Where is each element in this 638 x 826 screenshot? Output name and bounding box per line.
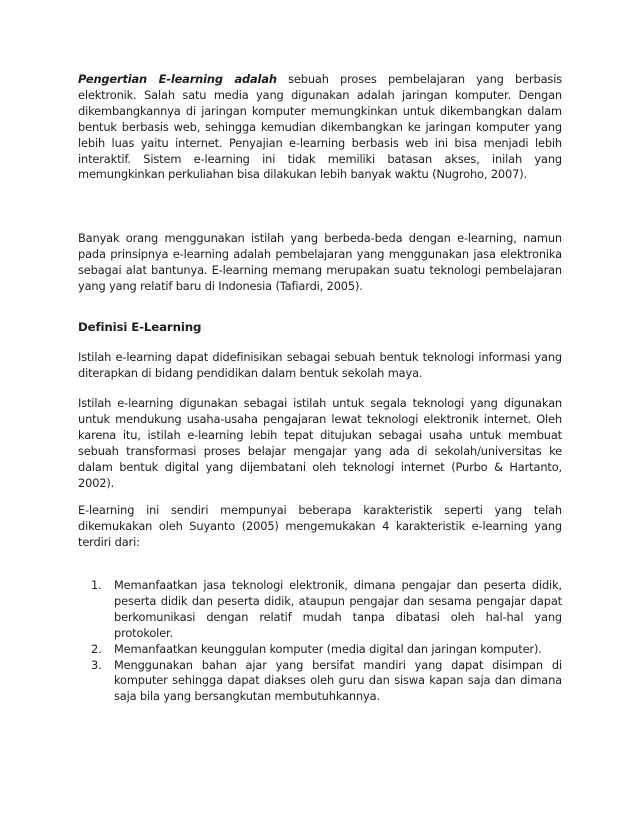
list-text: Memanfaatkan jasa teknologi elektronik, dimana pengajar dan peserta didik, peserta didik dan peserta didik, ataupun pengajar dan sesama pengajar dapat berkomunikasi dengan relatif mudah tanpa dibatasi oleh hal-hal yang protokoler.: [114, 578, 562, 640]
list-text: Menggunakan bahan ajar yang bersifat mandiri yang dapat disimpan di komputer sehingga dapat diakses oleh guru dan siswa kapan saja dan dimana saja bila yang bersangkutan membutuhkannya.: [114, 657, 562, 704]
list-item: [78, 658, 562, 706]
paragraph-terminology: Banyak orang menggunakan istilah yang berbeda-beda dengan e-learning, namun pada prinsipnya e-learning adalah pembelajaran yang menggunakan jasa elektronika sebagai alat bantunya. E-learning memang merupakan suatu teknologi pembelajaran yang yang relatif baru di Indonesia (Tafiardi, 2005).: [78, 231, 562, 293]
paragraph-istilah: Istilah e-learning dapat didefinisikan sebagai sebuah bentuk teknologi informasi yang diterapkan di bidang pendidikan dalam bentuk sekolah maya.: [78, 350, 562, 380]
list-number: 3.: [91, 657, 102, 672]
list-item: [78, 642, 562, 658]
list-number: 2.: [91, 641, 102, 656]
list-item: [78, 578, 562, 642]
paragraph-definition: [78, 72, 562, 183]
list-number: 1.: [91, 578, 102, 592]
lead-term: Pengertian E-learning adalah: [78, 72, 277, 86]
section-heading: Definisi E-Learning: [78, 320, 202, 334]
characteristics-list: [78, 578, 562, 705]
list-text: Memanfaatkan keunggulan komputer (media digital dan jaringan komputer).: [114, 641, 542, 656]
paragraph-definition-body: sebuah proses pembelajaran yang berbasis elektronik. Salah satu media yang digunakan adalah jaringan komputer. Dengan dikembangkannya di jaringan komputer memungkinkan untuk dikembangkan dalam bentuk berbasis web, sehingga kemudian dikembangkan ke jaringan komputer yang lebih luas yaitu internet. Penyajian e-learning berbasis web ini bisa menjadi lebih interaktif. Sistem e-learning ini tidak memiliki batasan akses, inilah yang memungkinkan perkuliahan bisa dilakukan lebih banyak waktu (Nugroho, 2007).: [78, 72, 562, 182]
paragraph-usage: Istilah e-learning digunakan sebagai istilah untuk segala teknologi yang digunakan untuk mendukung usaha-usaha pengajaran lewat teknologi elektronik internet. Oleh karena itu, istilah e-learning lebih tepat ditujukan sebagai usaha untuk membuat sebuah transformasi proses belajar mengajar yang ada di sekolah/universitas ke dalam bentuk digital yang dijembatani oleh teknologi internet (Purbo & Hartanto, 2002).: [78, 396, 562, 490]
paragraph-characteristics: E-learning ini sendiri mempunyai beberapa karakteristik seperti yang telah dikemukakan oleh Suyanto (2005) mengemukakan 4 karakteristik e-learning yang terdiri dari:: [78, 503, 562, 549]
